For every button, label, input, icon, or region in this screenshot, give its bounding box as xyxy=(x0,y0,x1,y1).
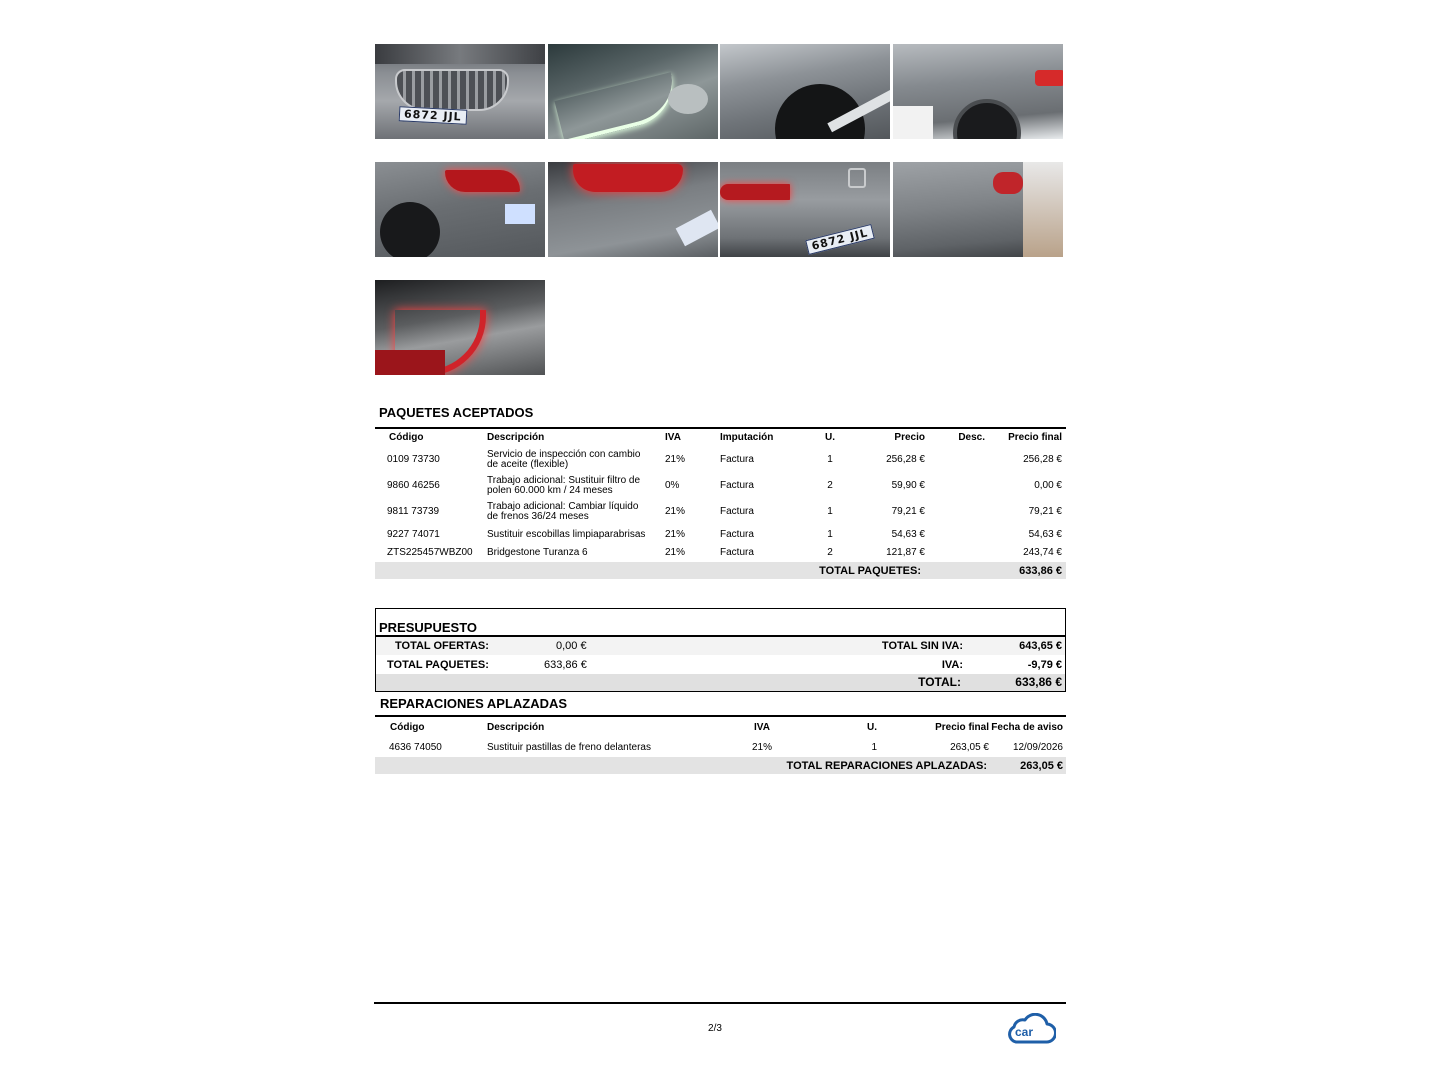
col-u: U. xyxy=(825,432,835,443)
table-header-row xyxy=(375,716,1066,738)
cell-codigo: ZTS225457WBZ00 xyxy=(387,547,473,558)
table-row xyxy=(375,525,1066,544)
aplazadas-title: REPARACIONES APLAZADAS xyxy=(380,696,568,711)
table-row xyxy=(375,544,1066,562)
cell-u: 1 xyxy=(827,506,833,517)
cell-u: 2 xyxy=(827,480,833,491)
cell-precio: 121,87 € xyxy=(886,547,925,558)
cell-desc xyxy=(925,447,985,473)
cell-iva: 21% xyxy=(665,528,686,540)
photo-front-grille[interactable] xyxy=(375,44,545,139)
col-codigo: Código xyxy=(390,721,425,733)
cell-desc xyxy=(925,525,985,544)
table-header-row xyxy=(375,428,1066,447)
col-codigo: Código xyxy=(389,432,424,443)
cell-codigo: 9860 46256 xyxy=(387,480,440,491)
cell-descripcion: Servicio de inspección con cambio de aceite (flexible) xyxy=(487,449,641,470)
cell-imputacion: Factura xyxy=(720,506,754,517)
col-desc: Desc. xyxy=(958,432,985,443)
iva-label: IVA: xyxy=(941,659,963,671)
cell-iva: 21% xyxy=(665,454,686,465)
cell-precio: 256,28 € xyxy=(886,454,925,465)
cell-descripcion: Sustituir escobillas limpiaparabrisas xyxy=(487,528,646,540)
photo-rear-light-detail[interactable] xyxy=(375,280,545,375)
aplazadas-table xyxy=(375,715,1066,774)
cloud-icon xyxy=(1006,1013,1056,1045)
logo-text: car xyxy=(1014,1025,1034,1039)
total-paquetes-value: 633,86 € xyxy=(925,562,1066,579)
presupuesto-title: PRESUPUESTO xyxy=(379,620,478,635)
cell-precio: 54,63 € xyxy=(891,528,925,540)
paquetes-title: PAQUETES ACEPTADOS xyxy=(379,405,534,420)
cell-precio-final: 0,00 € xyxy=(1034,480,1062,491)
table-row xyxy=(375,447,1066,473)
photo-rear-light-plate[interactable] xyxy=(548,162,718,257)
photo-rear-quarter[interactable] xyxy=(893,162,1063,257)
photo-front-headlight[interactable] xyxy=(548,44,718,139)
col-descripcion: Descripción xyxy=(487,432,545,443)
cell-imputacion: Factura xyxy=(720,547,754,558)
total-ofertas-value: 0,00 € xyxy=(556,640,587,652)
col-u: U. xyxy=(867,721,877,733)
total-label: TOTAL: xyxy=(918,675,961,689)
cell-precio: 79,21 € xyxy=(891,506,925,517)
total-paquetes-row xyxy=(375,562,1066,579)
cell-iva: 21% xyxy=(751,741,772,753)
cell-codigo: 9227 74071 xyxy=(387,528,440,540)
total-paquetes-label: TOTAL PAQUETES: xyxy=(387,659,489,671)
cell-descripcion: Trabajo adicional: Cambiar líquido de frenos 36/24 meses xyxy=(487,501,639,522)
cell-u: 2 xyxy=(827,547,833,558)
footer-divider xyxy=(374,1002,1066,1004)
total-aplazadas-row xyxy=(375,757,1066,774)
total-aplazadas-value: 263,05 € xyxy=(989,757,1066,774)
table-row xyxy=(375,738,1066,757)
cell-desc xyxy=(925,544,985,562)
photo-rear-center-plate[interactable] xyxy=(720,162,890,257)
cell-iva: 21% xyxy=(665,547,686,558)
paquetes-table xyxy=(375,427,1066,579)
total-row-background xyxy=(376,674,1065,691)
cell-descripcion: Bridgestone Turanza 6 xyxy=(487,547,588,558)
col-precio: Precio xyxy=(894,432,925,443)
cell-precio: 59,90 € xyxy=(891,480,925,491)
table-row xyxy=(375,473,1066,499)
license-plate: 6872 JJL xyxy=(399,106,467,125)
col-precio-final: Precio final xyxy=(935,721,989,733)
cell-precio-final: 256,28 € xyxy=(1023,454,1062,465)
cell-desc xyxy=(925,473,985,499)
total-value: 633,86 € xyxy=(1015,675,1062,689)
col-iva: IVA xyxy=(754,721,770,733)
photo-rear-left-light[interactable] xyxy=(375,162,545,257)
cell-iva: 21% xyxy=(665,506,686,517)
page-number: 2/3 xyxy=(708,1023,722,1034)
cell-descripcion: Sustituir pastillas de freno delanteras xyxy=(487,741,651,753)
cell-u: 1 xyxy=(871,741,877,753)
presupuesto-box xyxy=(375,608,1066,692)
cell-precio-final: 54,63 € xyxy=(1028,528,1062,540)
col-imputacion: Imputación xyxy=(720,432,774,443)
col-iva: IVA xyxy=(665,432,681,443)
total-aplazadas-label: TOTAL REPARACIONES APLAZADAS: xyxy=(375,757,989,774)
total-sin-iva-label: TOTAL SIN IVA: xyxy=(881,640,963,652)
table-row xyxy=(375,499,1066,525)
cell-precio-final: 79,21 € xyxy=(1028,506,1062,517)
cell-precio-final: 243,74 € xyxy=(1023,547,1062,558)
total-ofertas-label: TOTAL OFERTAS: xyxy=(395,640,489,652)
total-paquetes-value: 633,86 € xyxy=(544,659,587,671)
col-fecha-aviso: Fecha de aviso xyxy=(991,721,1063,733)
license-plate: 6872 JJL xyxy=(805,224,874,255)
cell-codigo: 9811 73739 xyxy=(387,506,440,517)
cell-u: 1 xyxy=(827,528,833,540)
total-paquetes-label: TOTAL PAQUETES: xyxy=(375,562,925,579)
photo-front-wheel-arch[interactable] xyxy=(720,44,890,139)
cell-descripcion: Trabajo adicional: Sustituir filtro de polen 60.000 km / 24 meses xyxy=(487,475,641,496)
photo-side-rear-door[interactable] xyxy=(893,44,1063,139)
cell-codigo: 4636 74050 xyxy=(389,741,442,753)
cell-codigo: 0109 73730 xyxy=(387,454,440,465)
cell-desc xyxy=(925,499,985,525)
cell-imputacion: Factura xyxy=(720,528,754,540)
brand-logo xyxy=(1006,1013,1056,1045)
cell-iva: 0% xyxy=(665,480,680,491)
iva-value: -9,79 € xyxy=(1027,659,1062,671)
cell-imputacion: Factura xyxy=(720,454,754,465)
cell-u: 1 xyxy=(827,454,833,465)
cell-precio-final: 263,05 € xyxy=(950,741,989,753)
cell-fecha-aviso: 12/09/2026 xyxy=(1012,741,1063,753)
col-descripcion: Descripción xyxy=(487,721,545,733)
total-sin-iva-value: 643,65 € xyxy=(1019,640,1062,652)
cell-imputacion: Factura xyxy=(720,480,754,491)
col-precio-final: Precio final xyxy=(1008,432,1062,443)
